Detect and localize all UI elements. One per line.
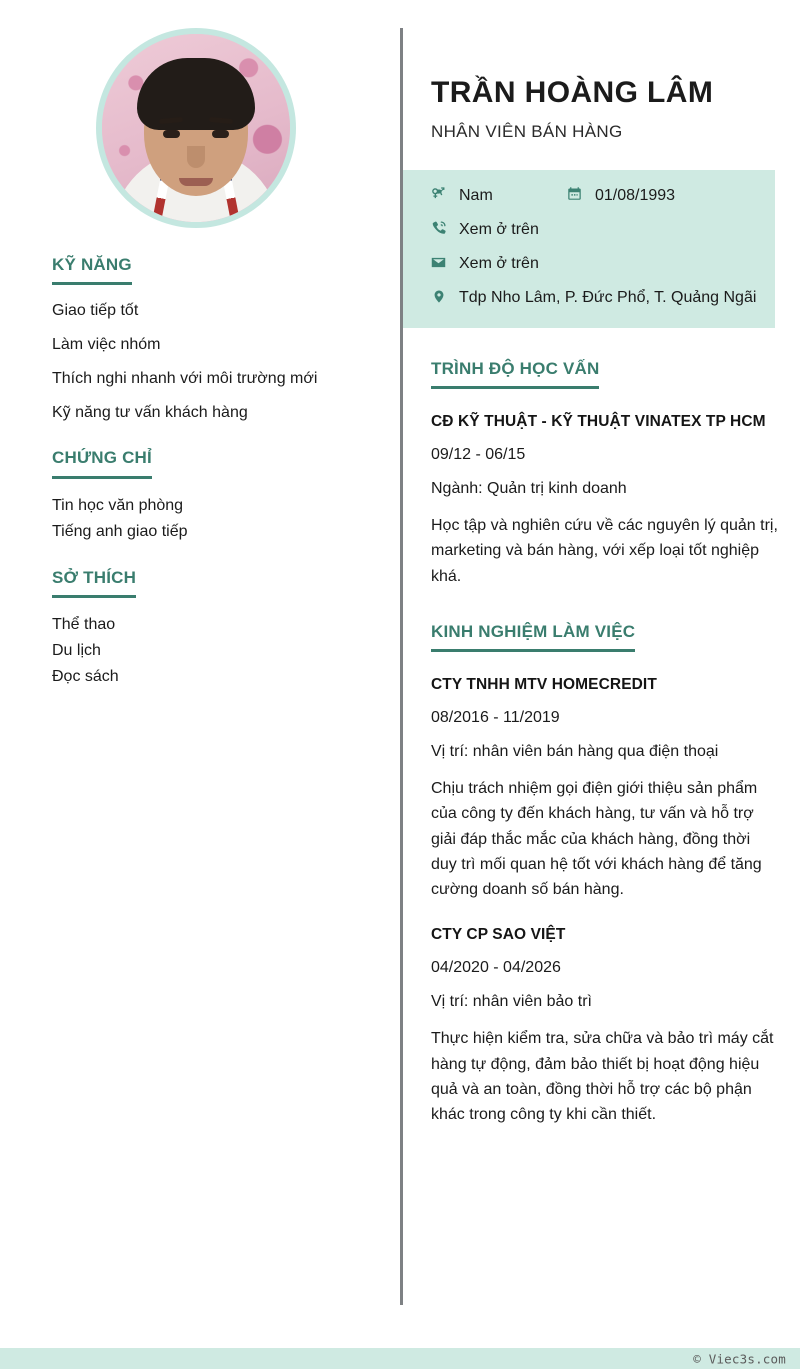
avatar-mouth	[179, 178, 213, 186]
education-description: Học tập và nghiên cứu về các nguyên lý quản trị, marketing và bán hàng, với xếp loại tốt nghiệp khá.	[431, 517, 778, 585]
contact-email-value: Xem ở trên	[459, 255, 539, 272]
avatar-photo	[102, 34, 290, 222]
contact-phone	[429, 218, 539, 242]
list-item: Kỹ năng tư vấn khách hàng	[52, 403, 248, 421]
experience-company: CTY CP SAO VIỆT	[431, 926, 566, 944]
experience-description: Thực hiện kiểm tra, sửa chữa và bảo trì máy cắt hàng tự động, đảm bảo thiết bị hoạt động hiệu quả và an toàn, đồng thời hỗ trợ các bộ phận khác trong công ty khi cần thiết.	[431, 1030, 774, 1124]
avatar-nose	[187, 146, 205, 168]
phone-icon	[429, 218, 448, 236]
right-column	[403, 0, 800, 1348]
education-date: 09/12 - 06/15	[431, 445, 526, 463]
location-pin-icon	[429, 286, 448, 305]
contact-address-value: Tdp Nho Lâm, P. Đức Phổ, T. Quảng Ngãi	[459, 289, 757, 306]
contact-gender	[429, 184, 565, 208]
education-school: CĐ KỸ THUẬT - KỸ THUẬT VINATEX TP HCM	[431, 413, 766, 431]
hobbies-heading: SỞ THÍCH	[52, 567, 136, 598]
envelope-icon	[429, 252, 448, 271]
experience-date: 04/2020 - 04/2026	[431, 959, 561, 977]
contact-birthday	[565, 184, 675, 208]
list-item: Tiếng anh giao tiếp	[52, 522, 188, 540]
experience-section	[431, 621, 778, 1127]
experience-position: Vị trí: nhân viên bảo trì	[431, 993, 592, 1011]
education-heading: TRÌNH ĐỘ HỌC VẤN	[431, 358, 599, 389]
experience-position: Vị trí: nhân viên bán hàng qua điện thoại	[431, 742, 719, 760]
contact-address	[429, 286, 756, 310]
certificates-section	[52, 447, 372, 544]
calendar-icon	[565, 184, 584, 201]
avatar	[96, 28, 296, 228]
list-item: Thể thao	[52, 615, 116, 633]
education-major: Ngành: Quản trị kinh doanh	[431, 479, 627, 497]
experience-entry	[431, 674, 778, 902]
right-body	[403, 358, 800, 1127]
contact-phone-value: Xem ở trên	[459, 221, 539, 238]
contact-panel	[403, 170, 775, 328]
list-item: Thích nghi nhanh với môi trường mới	[52, 369, 318, 387]
education-entry	[431, 411, 778, 589]
certificates-heading: CHỨNG CHỈ	[52, 447, 152, 478]
experience-description: Chịu trách nhiệm gọi điện giới thiệu sản phẩm của công ty đến khách hàng, tư vấn và hỗ trợ giải đáp thắc mắc của khách hàng, đồng thời duy trì mối quan hệ tốt với khách hàng để tăng cường doanh số bán hàng.	[431, 780, 762, 899]
left-column	[0, 0, 400, 1348]
skills-heading: KỸ NĂNG	[52, 254, 132, 285]
hobbies-section	[52, 567, 372, 690]
list-item: Giao tiếp tốt	[52, 302, 139, 320]
gender-icon	[429, 184, 448, 202]
skills-list	[52, 299, 372, 425]
footer	[0, 1348, 800, 1369]
list-item: Làm việc nhóm	[52, 336, 161, 354]
name-block	[403, 0, 800, 142]
contact-gender-value: Nam	[459, 187, 493, 204]
experience-date: 08/2016 - 11/2019	[431, 708, 560, 726]
job-title: NHÂN VIÊN BÁN HÀNG	[431, 122, 623, 141]
education-section	[431, 358, 778, 589]
avatar-eye-right	[212, 130, 229, 138]
contact-row	[429, 218, 759, 242]
list-item: Đọc sách	[52, 667, 119, 685]
experience-company: CTY TNHH MTV HOMECREDIT	[431, 676, 657, 694]
footer-copyright: © Viec3s.com	[693, 1351, 786, 1366]
certificates-list	[52, 493, 372, 545]
contact-row	[429, 184, 759, 208]
avatar-eye-left	[163, 130, 180, 138]
list-item: Du lịch	[52, 641, 101, 659]
contact-row	[429, 252, 759, 276]
page-title: TRẦN HOÀNG LÂM	[431, 76, 714, 109]
experience-heading: KINH NGHIỆM LÀM VIỆC	[431, 621, 635, 652]
hobbies-list	[52, 612, 372, 690]
contact-row	[429, 286, 759, 310]
contact-birthday-value: 01/08/1993	[595, 187, 676, 204]
experience-entry	[431, 924, 778, 1127]
list-item: Tin học văn phòng	[52, 496, 184, 514]
skills-section	[52, 254, 372, 425]
contact-email	[429, 252, 539, 276]
